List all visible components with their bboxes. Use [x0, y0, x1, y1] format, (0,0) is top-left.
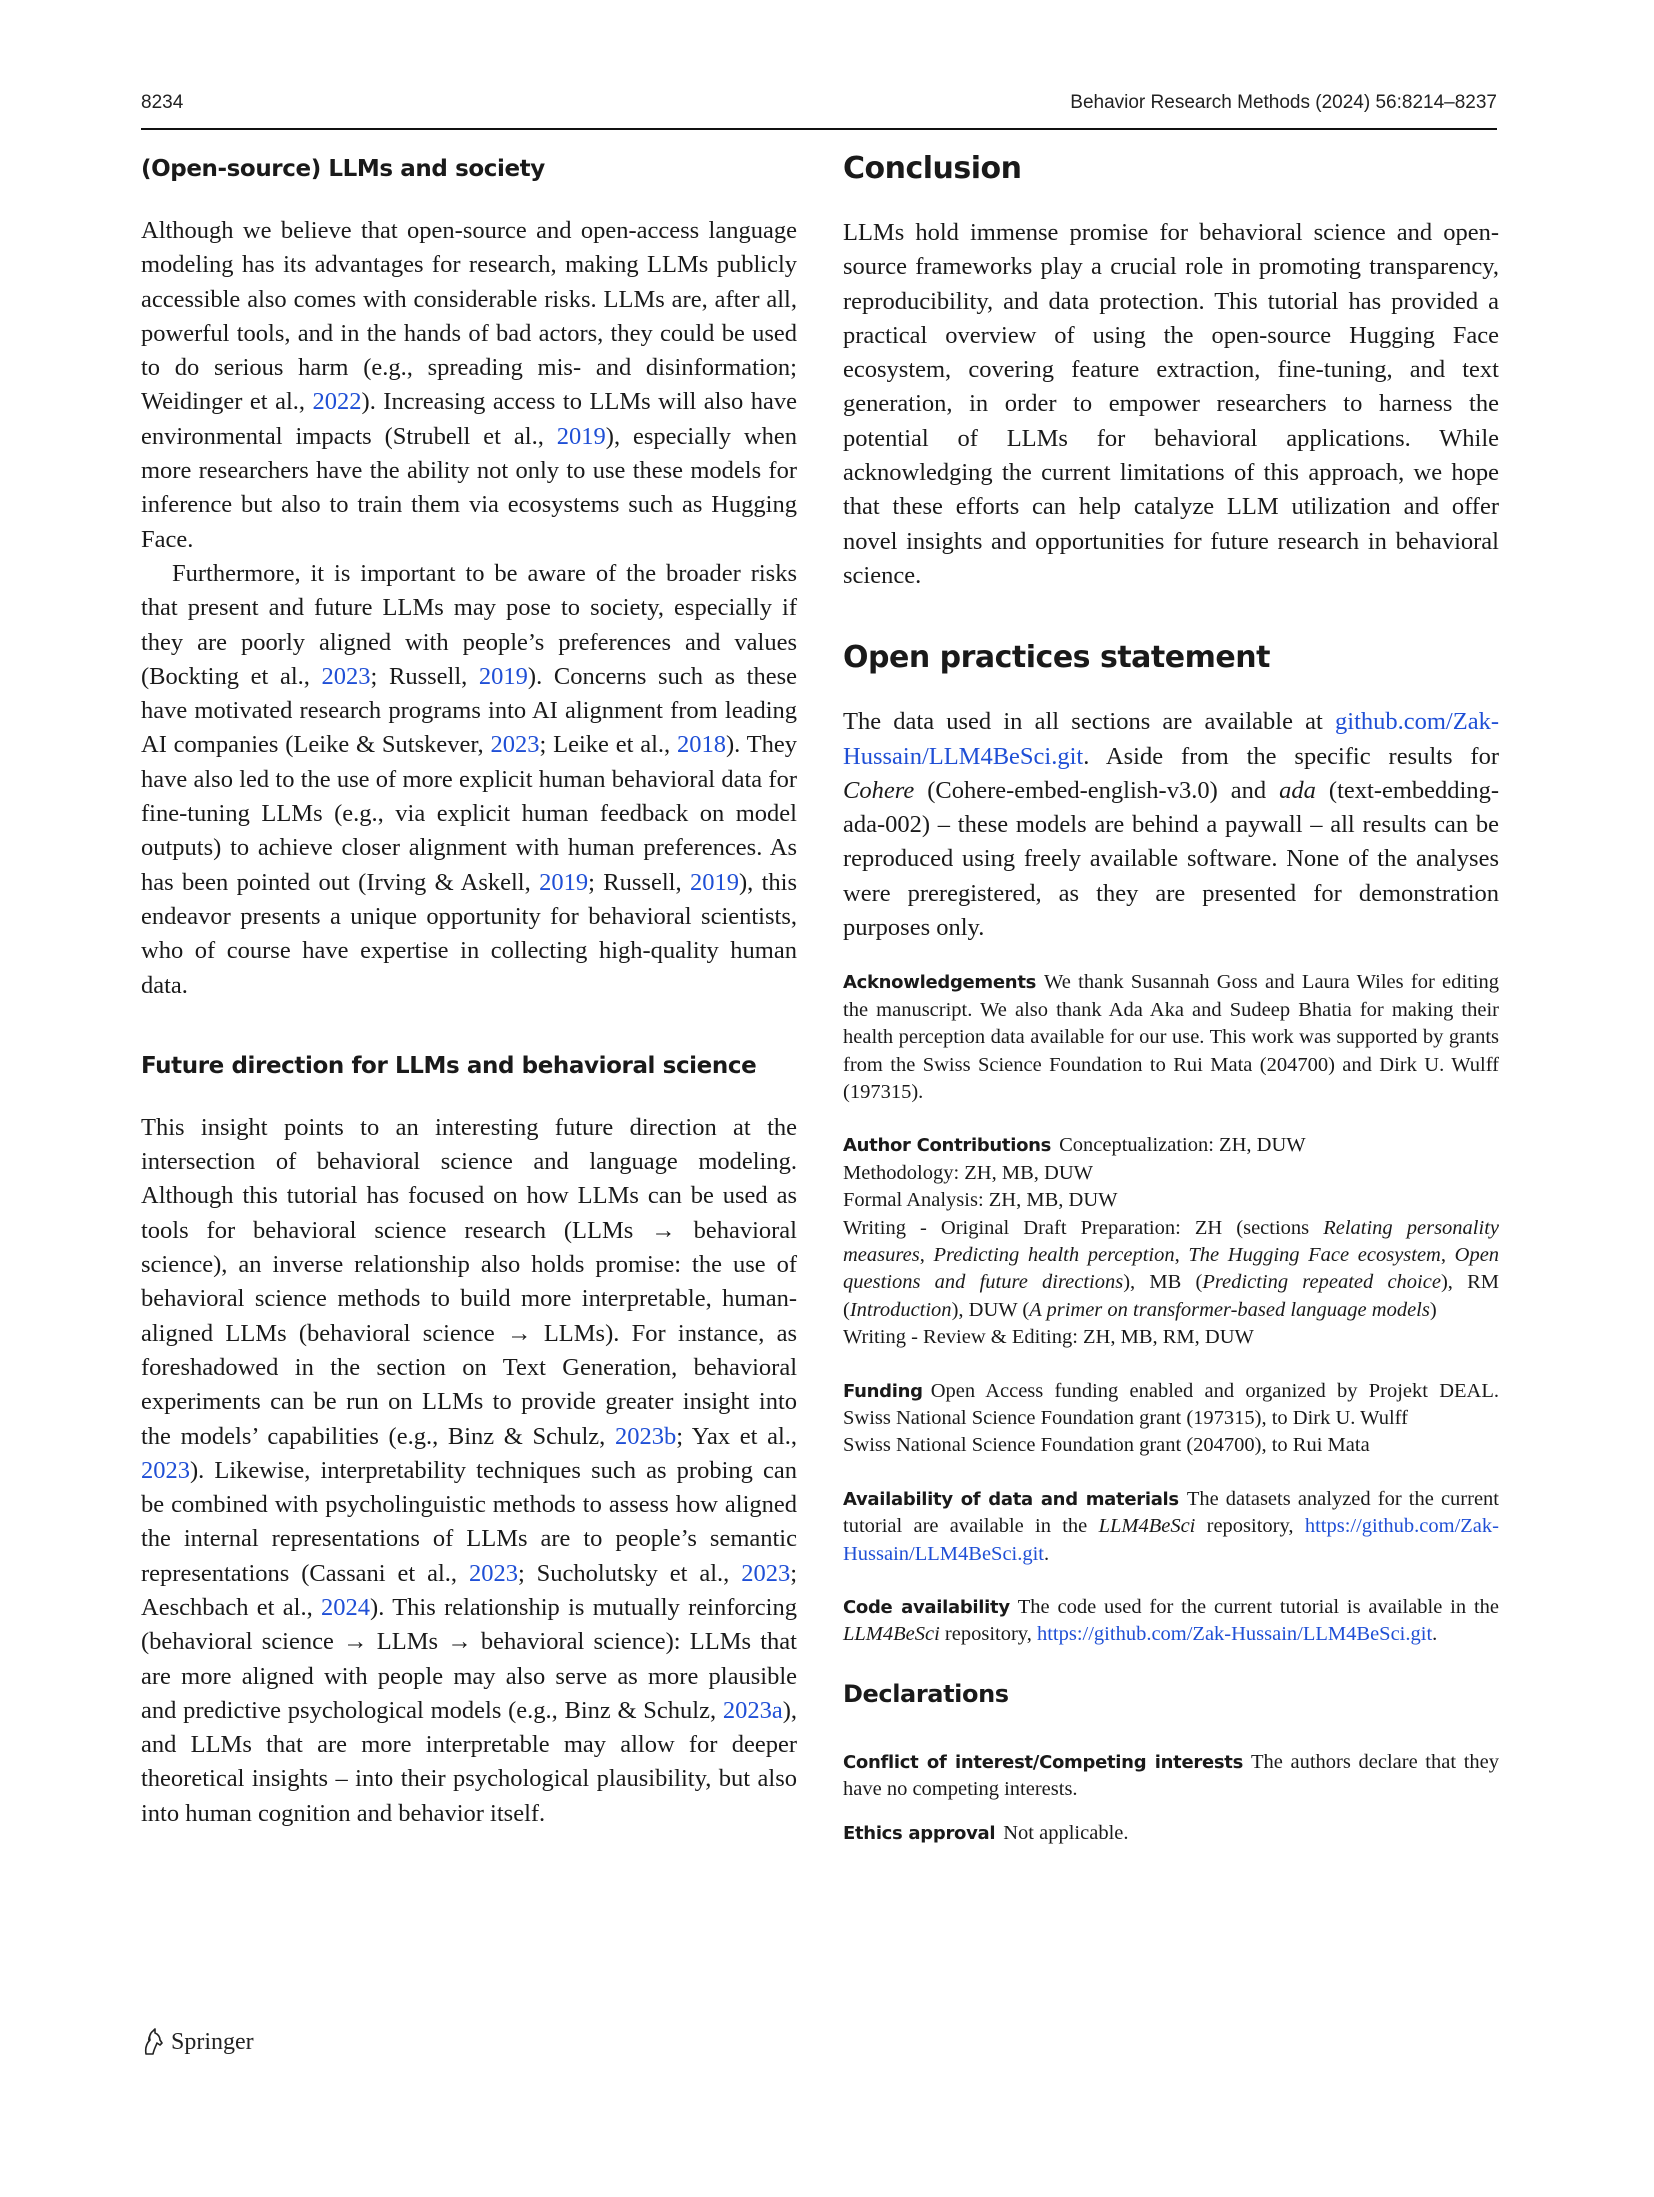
availability-text: The datasets analyzed for the current tutorial are available in the LLM4BeSci repository, https://github.com/Zak-Hussain/LLM4BeSci.git. — [843, 1487, 1499, 1565]
paragraph-open-practices: The data used in all sections are available at github.com/Zak-Hussain/LLM4BeSci.git. Aside from the specific results for Cohere (Cohere-embed-english-v3.0) and ada (text-embedding-ada-002) – these models are behind a paywall – all results can be reproduced using freely available software. None of the analyses were preregistered, as they are presented for demonstration purposes only. — [843, 708, 1500, 942]
reference-link[interactable]: 2023 — [321, 662, 371, 690]
heading-conclusion: Conclusion — [843, 151, 1022, 186]
reference-link[interactable]: 2019 — [478, 662, 528, 690]
conflict-of-interest-text: The authors declare that they have no competing interests. — [843, 1750, 1499, 1801]
paragraph-future-direction: This insight points to an interesting future direction at the intersection of behavioral science and language modeling. Although this tutorial has focused on how LLMs can be used as tools for behavioral science research (LLMs → behavioral science), an inverse relationship also holds promise: the use of behavioral science methods to build more interpretable, human-aligned LLMs (behavioral science → LLMs). For instance, as foreshadowed in the section on Text Generation, behavioral experiments can be run on LLMs to provide greater insight into the models’ capabilities (e.g., Binz & Schulz, 2023b; Yax et al., 2023). Likewise, interpretability techniques such as probing can be combined with psycholinguistic methods to assess how aligned the internal representations of LLMs are to people’s semantic representations (Cassani et al., 2023; Sucholutsky et al., 2023; Aeschbach et al., 2024). This relationship is mutually reinforcing (behavioral science → LLMs → behavioral science): LLMs that are more aligned with people may also serve as more plausible and predictive psychological models (e.g., Binz & Schulz, 2023a), and LLMs that are more interpretable may allow for deeper theoretical insights – into their psychological plausibility, but also into human cognition and behavior itself. — [141, 1113, 798, 1827]
reference-link[interactable]: 2023 — [468, 1559, 518, 1587]
funding-text: Open Access funding enabled and organized by Projekt DEAL. Swiss National Science Foundation grant (197315), to Dirk U. Wulff — [843, 1379, 1499, 1430]
paragraph-conclusion: LLMs hold immense promise for behavioral science and open-source frameworks play a crucial role in promoting transparency, reproducibility, and data protection. This tutorial has provided a practical overview of using the open-source Hugging Face ecosystem, covering feature extraction, fine-tuning, and text generation, in order to empower researchers to harness the potential of LLMs for behavioral applications. While acknowledging the current limitations of this approach, we hope that these efforts can help catalyze LLM utilization and offer novel insights and opportunities for future research in behavioral science. — [843, 219, 1499, 589]
emphasis-text: The Hugging Face ecosystem — [1188, 1244, 1441, 1266]
page-footer — [141, 2025, 254, 2059]
paragraph-society-2: Furthermore, it is important to be aware of the broader risks that present and future LLMs may pose to society, especially if they are poorly aligned with people’s preferences and values (Bockting et al., 2023; Russell, 2019). Concerns such as these have motivated research programs into AI alignment from leading AI companies (Leike & Sutskever, 2023; Leike et al., 2018). They have also led to the use of more explicit human behavioral data for fine-tuning LLMs (e.g., via explicit human feedback on model outputs) to achieve closer alignment with human preferences. As has been pointed out (Irving & Askell, 2019; Russell, 2019), this endeavor presents a unique opportunity for behavioral scientists, who of course have expertise in collecting high-quality human data. — [141, 559, 798, 999]
emphasis-text: LLM4BeSci — [1098, 1515, 1196, 1538]
emphasis-text: Predicting repeated choice — [1202, 1271, 1441, 1294]
reference-link[interactable]: https://github.com/Zak-Hussain/LLM4BeSci.git — [1036, 1623, 1433, 1646]
contrib-review-editing: Writing - Review & Editing: ZH, MB, RM, DUW — [843, 1326, 1254, 1349]
reference-link[interactable]: 2019 — [556, 422, 606, 450]
journal-citation: Behavior Research Methods (2024) 56:8214–8237 — [1070, 92, 1497, 113]
left-column — [141, 150, 797, 1831]
reference-link[interactable]: 2022 — [312, 388, 362, 416]
reference-link[interactable]: 2023 — [741, 1559, 791, 1587]
heading-open-practices: Open practices statement — [843, 640, 1270, 676]
running-head — [141, 92, 1497, 130]
availability-of-data — [843, 1486, 1499, 1568]
author-contributions — [843, 1132, 1499, 1351]
acknowledgements-text: We thank Susannah Goss and Laura Wiles for editing the manuscript. We also thank Ada Aka and Sudeep Bhatia for making their health perception data available for our use. This work was supported by grants from the Swiss Science Foundation to Rui Mata (204700) and Dirk U. Wulff (197315). — [843, 971, 1499, 1103]
conflict-of-interest-label: Conflict of interest/Competing interests — [843, 1751, 1243, 1773]
reference-link[interactable]: 2023a — [722, 1696, 783, 1724]
funding — [843, 1378, 1499, 1460]
ethics-approval-text: Not applicable. — [1003, 1821, 1129, 1844]
code-availability — [843, 1594, 1499, 1649]
reference-link[interactable]: github.com/Zak-Hussain/LLM4BeSci.git — [843, 708, 1499, 770]
springer-horse-icon — [141, 2028, 165, 2056]
acknowledgements-label: Acknowledgements — [843, 972, 1037, 994]
reference-link[interactable]: 2023 — [490, 731, 540, 759]
ethics-approval-label: Ethics approval — [843, 1822, 996, 1844]
paragraph-society-1: Although we believe that open-source and open-access language modeling has its advantages for research, making LLMs publicly accessible also comes with considerable risks. LLMs are, after all, powerful tools, and in the hands of bad actors, they could be used to do serious harm (e.g., spreading mis- and disinformation; Weidinger et al., 2022). Increasing access to LLMs will also have environmental impacts (Strubell et al., 2019), especially when more researchers have the ability not only to use these models for inference but also to train them via ecosystems such as Hugging Face. — [141, 217, 797, 553]
reference-link[interactable]: 2024 — [321, 1593, 371, 1621]
acknowledgements — [843, 969, 1499, 1106]
reference-link[interactable]: https://github.com/Zak-Hussain/LLM4BeSci.git — [843, 1515, 1499, 1565]
heading-future-direction: Future direction for LLMs and behavioral science — [141, 1052, 757, 1079]
ethics-approval — [843, 1820, 1499, 1847]
funding-line-2: Swiss National Science Foundation grant (204700), to Rui Mata — [843, 1434, 1370, 1457]
emphasis-text: Cohere — [843, 776, 915, 804]
emphasis-text: ada — [1279, 776, 1316, 804]
reference-link[interactable]: 2018 — [676, 731, 726, 759]
code-availability-text: The code used for the current tutorial is available in the LLM4BeSci repository, https://github.com/Zak-Hussain/LLM4BeSci.git. — [843, 1596, 1499, 1646]
contrib-formal-analysis: Formal Analysis: ZH, MB, DUW — [843, 1189, 1118, 1212]
reference-link[interactable]: 2023 — [141, 1456, 190, 1484]
emphasis-text: Predicting health perception — [933, 1244, 1175, 1266]
emphasis-text: Relating personality measures — [843, 1216, 1499, 1266]
author-contributions-label: Author Contributions — [843, 1135, 1052, 1157]
publisher-name: Springer — [171, 2028, 254, 2055]
conflict-of-interest — [843, 1749, 1499, 1804]
emphasis-text: LLM4BeSci — [843, 1623, 940, 1646]
emphasis-text: A primer on transformer-based language models — [1029, 1298, 1430, 1321]
contrib-writing-draft: Writing - Original Draft Preparation: ZH (sections Relating personality measures, Predicting health perception, The Hugging Face ecosystem, Open questions and future directions), MB (Predicting repeated choice), RM (Introduction), DUW (A primer on transformer-based language models) — [843, 1216, 1500, 1321]
reference-link[interactable]: 2019 — [689, 868, 739, 896]
contrib-methodology: Methodology: ZH, MB, DUW — [843, 1161, 1093, 1184]
heading-declarations: Declarations — [843, 1679, 1009, 1708]
funding-label: Funding — [843, 1380, 923, 1402]
code-availability-label: Code availability — [843, 1597, 1010, 1619]
page-number: 8234 — [141, 92, 184, 113]
emphasis-text: Open questions and future directions — [843, 1244, 1500, 1294]
right-column — [843, 150, 1499, 1847]
heading-llms-and-society: (Open-source) LLMs and society — [141, 156, 545, 182]
contrib-conceptualization: Conceptualization: ZH, DUW — [1059, 1134, 1306, 1157]
reference-link[interactable]: 2019 — [539, 868, 589, 896]
emphasis-text: Introduction — [849, 1298, 952, 1321]
availability-label: Availability of data and materials — [843, 1488, 1179, 1510]
reference-link[interactable]: 2023b — [614, 1422, 677, 1450]
